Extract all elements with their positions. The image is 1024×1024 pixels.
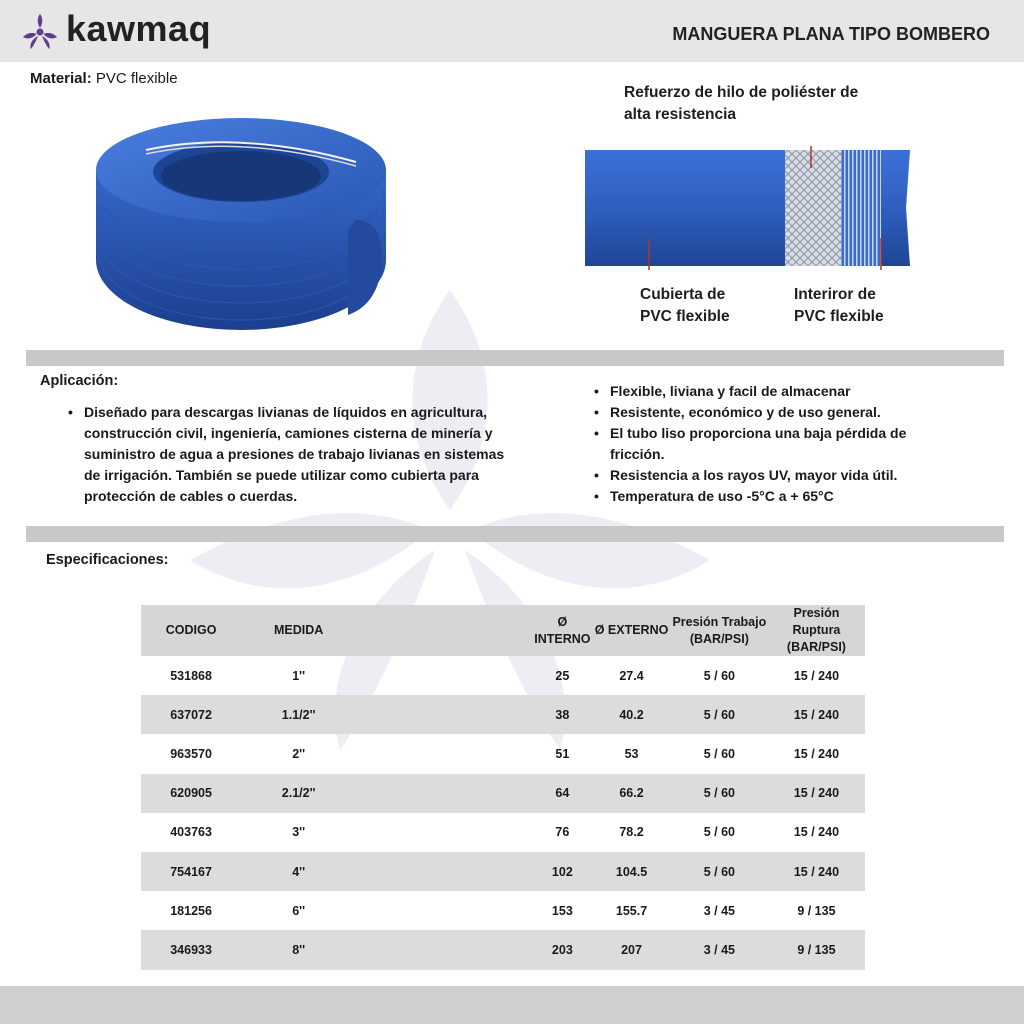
page-title: MANGUERA PLANA TIPO BOMBERO <box>672 24 990 44</box>
cell-spacer <box>356 891 532 930</box>
cell-outer: 155.7 <box>615 903 648 918</box>
cell-work: 5 / 60 <box>671 774 768 813</box>
cell-spacer <box>356 852 532 891</box>
cell-inner: 51 <box>555 746 570 761</box>
cell-size: 1'' <box>292 668 306 683</box>
specifications-heading: Especificaciones: <box>46 552 169 568</box>
interior-label: Interiror de PVC flexible <box>794 286 884 325</box>
cell-rupture: 15 / 240 <box>793 668 840 683</box>
cell-rupture: 15 / 240 <box>768 852 865 891</box>
cell-work: 5 / 60 <box>703 825 735 840</box>
cell-size: 1.1/2'' <box>241 695 356 734</box>
cell-size: 2'' <box>292 746 306 761</box>
table-row <box>141 774 865 813</box>
cell-work: 3 / 45 <box>703 903 735 918</box>
cell-inner: 102 <box>533 852 593 891</box>
cell-outer: 40.2 <box>592 695 671 734</box>
brand-name: kawmaq <box>66 8 212 49</box>
specifications-table <box>141 605 865 970</box>
cell-inner: 38 <box>533 695 593 734</box>
cell-inner: 153 <box>551 903 573 918</box>
cell-rupture: 15 / 240 <box>768 774 865 813</box>
header-inner: Ø INTERNO <box>533 605 593 656</box>
cell-work: 5 / 60 <box>671 695 768 734</box>
cell-code: 346933 <box>141 930 241 969</box>
page-header <box>0 0 1024 62</box>
hose-layers-diagram <box>584 146 914 270</box>
list-item: • Flexible, liviana y facil de almacenar <box>594 381 924 402</box>
hose-coil-image <box>86 110 396 340</box>
section-divider <box>26 350 1004 366</box>
cell-inner: 76 <box>555 825 570 840</box>
cell-size: 3'' <box>292 825 306 840</box>
cell-spacer <box>356 774 532 813</box>
cell-inner: 203 <box>533 930 593 969</box>
list-item: • Resistente, económico y de uso general. <box>594 402 924 423</box>
header-work-line1: Presión Trabajo <box>672 614 767 629</box>
cell-code: 403763 <box>170 825 212 840</box>
material-line <box>30 70 178 87</box>
header-rupture-line1: Presión Ruptura <box>792 606 841 637</box>
cell-outer: 27.4 <box>619 668 644 683</box>
header-size: MEDIDA <box>241 605 356 656</box>
list-item: • Diseñado para descargas livianas de líquidos en agricultura, construcción civil, ingeniería, camiones cisterna de minería y suministro de agua a presiones de trabajo livianas en sistemas de irrigación. También se puede utilizar como cubierta para protección de cables o cuerdas. <box>68 402 508 507</box>
header-code: CODIGO <box>141 605 241 656</box>
header-spacer <box>356 605 532 656</box>
cell-work: 5 / 60 <box>671 852 768 891</box>
cell-spacer <box>356 695 532 734</box>
application-list <box>68 402 508 507</box>
header-outer: Ø EXTERNO <box>592 605 671 656</box>
footer-band <box>0 986 1024 1024</box>
cell-code: 754167 <box>141 852 241 891</box>
cell-code: 531868 <box>170 668 212 683</box>
cell-rupture: 15 / 240 <box>768 695 865 734</box>
cell-outer: 53 <box>624 746 639 761</box>
cell-size: 8'' <box>241 930 356 969</box>
cell-outer: 66.2 <box>592 774 671 813</box>
header-work-line2: (BAR/PSI) <box>689 631 749 646</box>
list-item: • El tubo liso proporciona una baja pérdida de fricción. <box>594 423 924 465</box>
table-body <box>141 656 865 970</box>
cell-size: 2.1/2'' <box>241 774 356 813</box>
cell-work: 5 / 60 <box>703 668 735 683</box>
cell-rupture: 15 / 240 <box>793 746 840 761</box>
application-heading: Aplicación: <box>40 373 119 389</box>
table-row <box>141 852 865 891</box>
cover-label: Cubierta de PVC flexible <box>640 286 730 325</box>
cell-code: 181256 <box>170 903 212 918</box>
table-row <box>141 734 865 773</box>
cell-code: 963570 <box>170 746 212 761</box>
features-list <box>594 381 924 507</box>
cell-rupture: 15 / 240 <box>793 825 840 840</box>
cell-spacer <box>356 930 532 969</box>
cell-code: 637072 <box>141 695 241 734</box>
cell-rupture: 9 / 135 <box>768 930 865 969</box>
table-row <box>141 656 865 695</box>
table-header-row <box>141 605 865 656</box>
table-row <box>141 891 865 930</box>
material-label: Material: <box>30 70 92 87</box>
header-work-pressure <box>671 605 768 656</box>
cell-outer: 104.5 <box>592 852 671 891</box>
list-item: • Resistencia a los rayos UV, mayor vida útil. <box>594 465 924 486</box>
reinforcement-label: Refuerzo de hilo de poliéster de alta resistencia <box>624 84 859 123</box>
cell-work: 5 / 60 <box>703 746 735 761</box>
material-value: PVC flexible <box>95 70 178 87</box>
cell-spacer <box>356 734 532 773</box>
cell-size: 6'' <box>292 903 306 918</box>
cell-spacer <box>356 656 532 695</box>
header-rupture-line2: (BAR/PSI) <box>786 640 846 654</box>
table-row <box>141 695 865 734</box>
cell-outer: 78.2 <box>619 825 644 840</box>
table-row <box>141 813 865 852</box>
section-divider <box>26 526 1004 542</box>
cell-outer: 207 <box>592 930 671 969</box>
header-rupture-pressure <box>768 605 865 656</box>
cell-inner: 25 <box>555 668 570 683</box>
cell-inner: 64 <box>533 774 593 813</box>
cell-work: 3 / 45 <box>671 930 768 969</box>
list-item: • Temperatura de uso -5°C a + 65°C <box>594 486 924 507</box>
cell-code: 620905 <box>141 774 241 813</box>
table-row <box>141 930 865 969</box>
cell-rupture: 9 / 135 <box>797 903 836 918</box>
flower-logo-icon <box>20 12 60 52</box>
cell-spacer <box>356 813 532 852</box>
cell-size: 4'' <box>241 852 356 891</box>
